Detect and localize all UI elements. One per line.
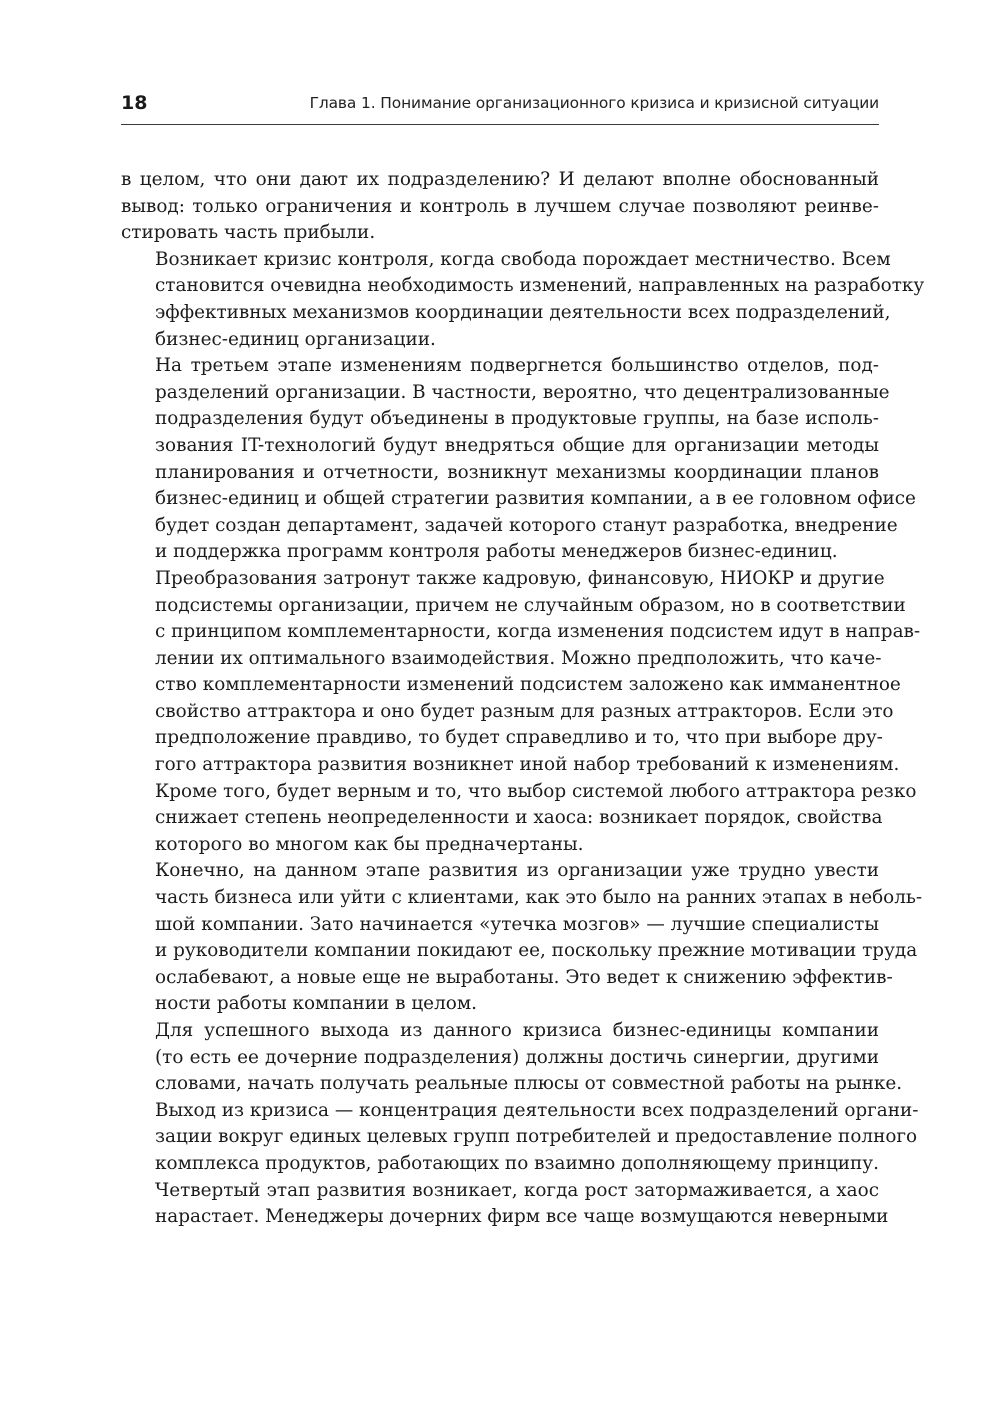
text-line: свойство аттрактора и оно будет разным для разных аттракторов. Если это xyxy=(155,700,894,722)
text-line: шой компании. Зато начинается «утечка мозгов» — лучшие специалисты xyxy=(155,913,879,935)
text-line: зации вокруг единых целевых групп потребителей и предоставление полного xyxy=(155,1126,918,1148)
paragraph xyxy=(121,1018,919,1178)
page-number: 18 xyxy=(121,92,148,114)
text-line: Преобразования затронут также кадровую, финансовую, НИОКР и другие xyxy=(155,567,885,589)
text-line: (то есть ее дочерние подразделения) должны достичь синергии, другими xyxy=(155,1046,879,1068)
text-line: вывод: только ограничения и контроль в лучшем случае позволяют реинве- xyxy=(121,195,879,217)
paragraph xyxy=(121,247,925,353)
text-line: которого во многом как бы предначертаны. xyxy=(155,833,584,855)
paragraph xyxy=(121,353,916,566)
text-line: Для успешного выхода из данного кризиса бизнес-единицы компании xyxy=(155,1020,879,1041)
text-line: бизнес-единиц и общей стратегии развития компании, а в ее головном офисе xyxy=(155,488,916,510)
text-line: Конечно, на данном этапе развития из организации уже трудно увести xyxy=(155,860,879,882)
text-line: На третьем этапе изменениям подвергнется большинство отделов, под- xyxy=(155,355,879,377)
text-line: с принципом комплементарности, когда изменения подсистем идут в направ- xyxy=(155,621,921,643)
text-line: предположение правдиво, то будет справедливо и то, что при выборе дру- xyxy=(155,727,883,749)
paragraph xyxy=(121,1178,889,1231)
text-line: бизнес-единиц организации. xyxy=(155,328,436,350)
text-line: нарастает. Менеджеры дочерних фирм все чаще возмущаются неверными xyxy=(155,1206,889,1228)
text-line: подразделения будут объединены в продуктовые группы, на базе исполь- xyxy=(155,408,879,430)
text-line: стировать часть прибыли. xyxy=(121,222,376,244)
text-line: Четвертый этап развития возникает, когда рост затормаживается, а хаос xyxy=(155,1179,879,1201)
text-line: ослабевают, а новые еще не выработаны. Это ведет к снижению эффектив- xyxy=(155,966,893,988)
text-line: подсистемы организации, причем не случайным образом, но в соответствии xyxy=(155,594,906,616)
text-line: лении их оптимального взаимодействия. Можно предположить, что каче- xyxy=(155,647,882,669)
text-line: ности работы компании в целом. xyxy=(155,993,477,1015)
text-line: ство комплементарности изменений подсистем заложено как имманентное xyxy=(155,674,901,696)
paragraph xyxy=(121,566,921,859)
paragraph xyxy=(121,167,879,247)
text-line: и руководители компании покидают ее, поскольку прежние мотивации труда xyxy=(155,940,918,962)
chapter-title: Глава 1. Понимание организационного кризиса и кризисной ситуации xyxy=(309,94,879,112)
text-line: снижает степень неопределенности и хаоса: возникает порядок, свойства xyxy=(155,807,883,829)
text-line: комплекса продуктов, работающих по взаимно дополняющему принципу. xyxy=(155,1152,879,1174)
text-line: Выход из кризиса — концентрация деятельности всех подразделений органи- xyxy=(155,1099,919,1121)
paragraph xyxy=(121,858,923,1018)
text-line: становится очевидна необходимость изменений, направленных на разработку xyxy=(155,275,925,297)
text-line: гого аттрактора развития возникнет иной набор требований к изменениям. xyxy=(155,754,900,776)
text-line: будет создан департамент, задачей которого станут разработка, внедрение xyxy=(155,514,898,536)
text-line: Кроме того, будет верным и то, что выбор системой любого аттрактора резко xyxy=(155,780,917,802)
text-line: словами, начать получать реальные плюсы от совместной работы на рынке. xyxy=(155,1073,903,1095)
text-line: разделений организации. В частности, вероятно, что децентрализованные xyxy=(155,381,890,403)
running-header xyxy=(121,88,879,125)
text-line: часть бизнеса или уйти с клиентами, как это было на ранних этапах в неболь- xyxy=(155,887,923,909)
text-line: Возникает кризис контроля, когда свобода порождает местничество. Всем xyxy=(155,248,891,270)
text-line: зования IT-технологий будут внедряться общие для организации методы xyxy=(155,434,879,456)
text-line: эффективных механизмов координации деятельности всех подразделений, xyxy=(155,301,891,323)
text-line: планирования и отчетности, возникнут механизмы координации планов xyxy=(155,461,879,483)
text-line: в целом, что они дают их подразделению? И делают вполне обоснованный xyxy=(121,169,879,190)
text-line: и поддержка программ контроля работы менеджеров бизнес-единиц. xyxy=(155,541,838,563)
body-text xyxy=(121,167,925,1231)
